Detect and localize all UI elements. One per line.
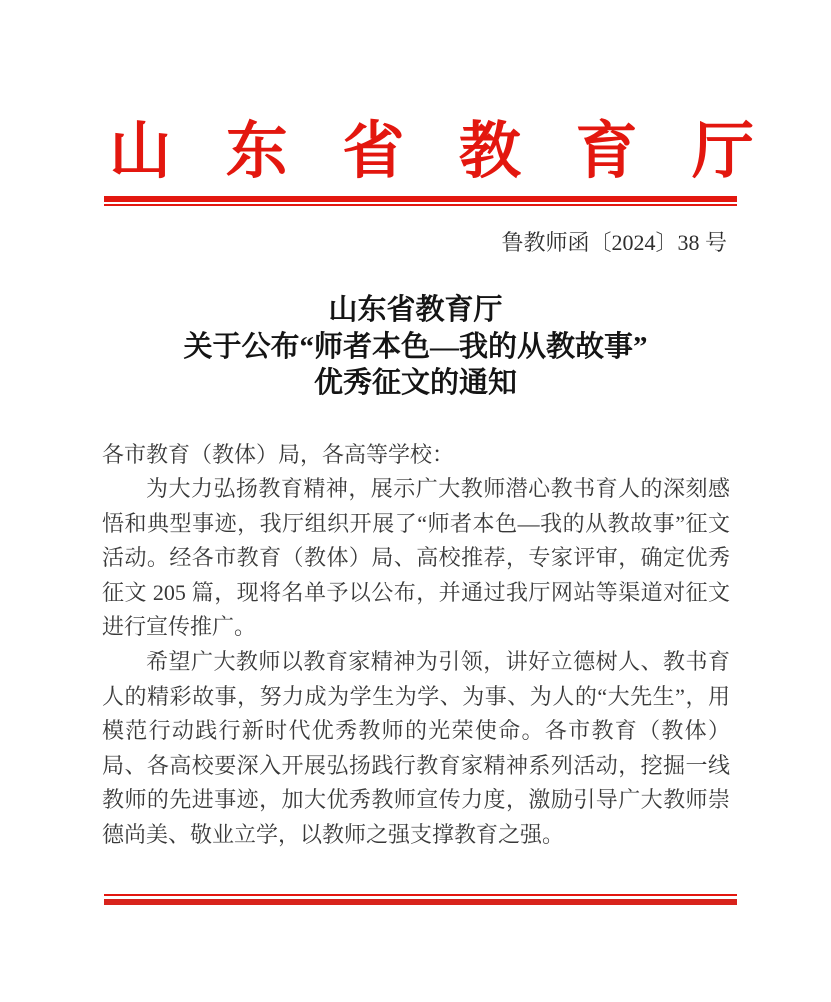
footer-rule-thick (104, 899, 737, 905)
document-body (0, 438, 831, 853)
document-title-line1: 山东省教育厅 (328, 294, 503, 326)
document-reference-number: 鲁教师函〔2024〕38 号 (501, 230, 727, 255)
letterhead-double-rule (104, 196, 737, 206)
letterhead-agency-name: 山东省教育厅 (109, 118, 809, 186)
letterhead-rule-thin (104, 204, 737, 206)
body-paragraph-1: 为大力弘扬教育精神，展示广大教师潜心教书育人的深刻感悟和典型事迹，我厅组织开展了“师者本色—我的从教故事”征文活动。经各市教育（教体）局、高校推荐，专家评审，确定优秀征文 205 篇，现将名单予以公布，并通过我厅网站等渠道对征文进行宣传推广。 (102, 476, 730, 640)
body-paragraph-2: 希望广大教师以教育家精神为引领，讲好立德树人、教书育人的精彩故事，努力成为学生为学、为事、为人的“大先生”，用模范行动践行新时代优秀教师的光荣使命。各市教育（教体）局、各高校要深入开展弘扬践行教育家精神系列活动，挖掘一线教师的先进事迹，加大优秀教师宣传力度，激励引导广大教师崇德尚美、敬业立学，以教师之强支撑教育之强。 (102, 649, 730, 848)
document-title-line2: 关于公布“师者本色—我的从教故事” (183, 330, 648, 363)
document-title (0, 292, 831, 402)
document-title-line3: 优秀征文的通知 (313, 367, 517, 399)
footer-double-rule (104, 894, 737, 905)
letterhead (0, 112, 831, 206)
salutation-line: 各市教育（教体）局，各高等学校： (102, 441, 455, 467)
